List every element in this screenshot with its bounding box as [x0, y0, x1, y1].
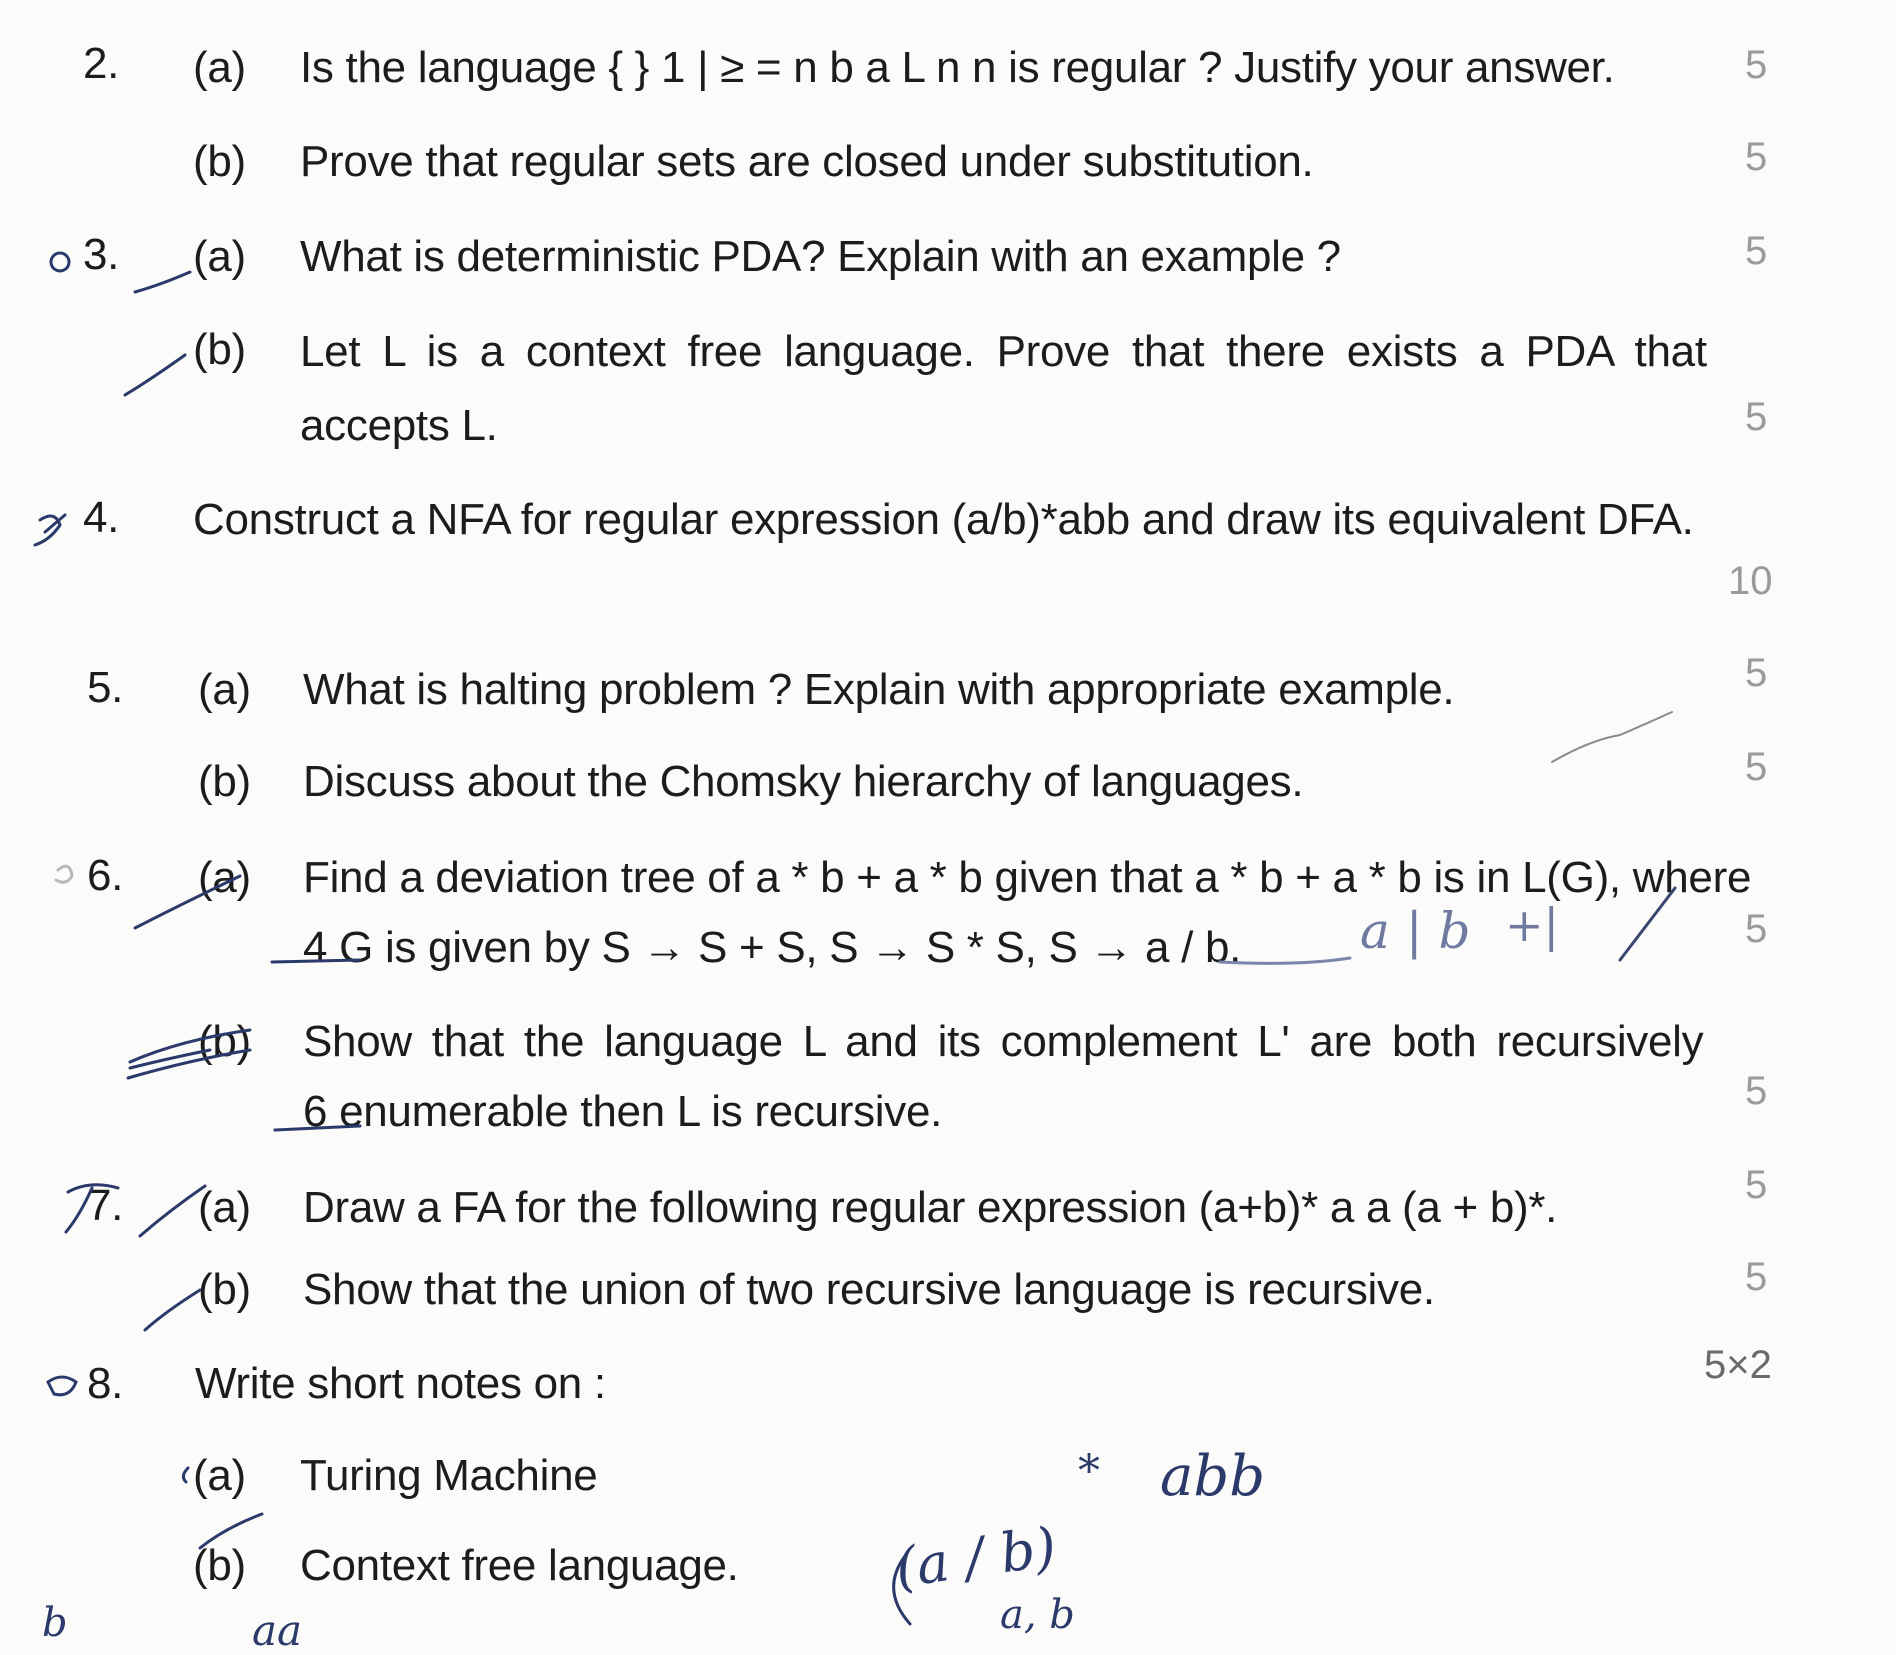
q3-bullet-mark [51, 253, 69, 271]
q7a-tick [140, 1186, 205, 1236]
part-label-8b: (b) [193, 1541, 246, 1590]
question-6b-text-line2: 6 enumerable then L is recursive. [303, 1087, 943, 1136]
handwritten-q6-mark: +| [1505, 898, 1560, 952]
marks-5b: 5 [1745, 745, 1768, 789]
marks-3a: 5 [1745, 229, 1768, 273]
question-7b-text: Show that the union of two recursive language is recursive. [303, 1265, 1435, 1314]
question-8-text: Write short notes on : [195, 1359, 606, 1408]
part-label-2b: (b) [193, 137, 246, 186]
question-number-4: 4. [83, 493, 120, 542]
question-7a-text: Draw a FA for the following regular expression (a+b)* a a (a + b)*. [303, 1183, 1558, 1232]
marks-4: 10 [1728, 559, 1773, 603]
question-3a-text: What is deterministic PDA? Explain with an example ? [300, 232, 1341, 281]
part-label-5b: (b) [198, 757, 251, 806]
handwritten-bottom-b: b [42, 1600, 68, 1646]
handwritten-q6-note: a | b [1360, 902, 1471, 960]
q3b-tick [125, 355, 185, 395]
question-3b-text-line2: accepts L. [300, 401, 498, 450]
handwritten-abb: abb [1160, 1444, 1266, 1509]
q7b-tick [145, 1290, 200, 1330]
part-label-7b: (b) [198, 1265, 251, 1314]
handwritten-ab: a, b [1000, 1592, 1075, 1638]
handwritten-bottom-aa: aa [252, 1606, 303, 1655]
part-label-7a: (a) [198, 1183, 251, 1232]
question-2a-text: Is the language { } 1 | ≥ = n b a L n n is regular ? Justify your answer. [300, 43, 1615, 92]
question-5a-text: What is halting problem ? Explain with appropriate example. [303, 665, 1455, 714]
q8a-mark [183, 1468, 188, 1482]
question-5b-text: Discuss about the Chomsky hierarchy of languages. [303, 757, 1304, 806]
question-6a-text-line2: 4 G is given by S → S + S, S → S * S, S → a / b. [303, 923, 1242, 972]
marks-6b: 5 [1745, 1069, 1768, 1113]
handwritten-expression: (a / b) [891, 1515, 1061, 1600]
question-4-text: Construct a NFA for regular expression (a/b)*abb and draw its equivalent DFA. [193, 495, 1694, 544]
part-label-6b: (b) [198, 1017, 251, 1066]
q4-mark [35, 515, 65, 545]
part-label-3a: (a) [193, 232, 246, 281]
part-label-5a: (a) [198, 665, 251, 714]
question-3b-text-line1: Let L is a context free language. Prove that there exists a PDA that [300, 327, 1707, 376]
question-8b-text: Context free language. [300, 1541, 739, 1590]
marks-5a: 5 [1745, 651, 1768, 695]
question-number-2: 2. [83, 39, 120, 88]
question-number-8: 8. [87, 1359, 124, 1408]
marks-6a: 5 [1745, 907, 1768, 951]
question-number-6: 6. [87, 851, 124, 900]
q8-bullet-mark [48, 1377, 76, 1395]
part-label-6a: (a) [198, 853, 251, 902]
marks-2b: 5 [1745, 135, 1768, 179]
part-label-3b: (b) [193, 325, 246, 374]
q3-tick [135, 272, 190, 292]
marks-3b: 5 [1745, 395, 1768, 439]
question-6a-text-line1: Find a deviation tree of a * b + a * b given that a * b + a * b is in L(G), where [303, 853, 1752, 902]
part-label-8a: (a) [193, 1451, 246, 1500]
q5-scribble [1552, 712, 1672, 762]
marks-7b: 5 [1745, 1255, 1768, 1299]
question-8a-text: Turing Machine [300, 1451, 598, 1500]
question-2b-text: Prove that regular sets are closed under substitution. [300, 137, 1314, 186]
handwritten-star: * [1078, 1446, 1100, 1497]
q6-bullet-mark [56, 866, 72, 882]
question-6b-text-line1: Show that the language L and its complement L' are both recursively [303, 1017, 1704, 1066]
marks-8: 5×2 [1704, 1343, 1772, 1387]
marks-7a: 5 [1745, 1163, 1768, 1207]
marks-2a: 5 [1745, 43, 1768, 87]
question-number-7: 7. [87, 1181, 124, 1230]
question-number-5: 5. [87, 663, 124, 712]
question-number-3: 3. [83, 230, 120, 279]
part-label-2a: (a) [193, 43, 246, 92]
